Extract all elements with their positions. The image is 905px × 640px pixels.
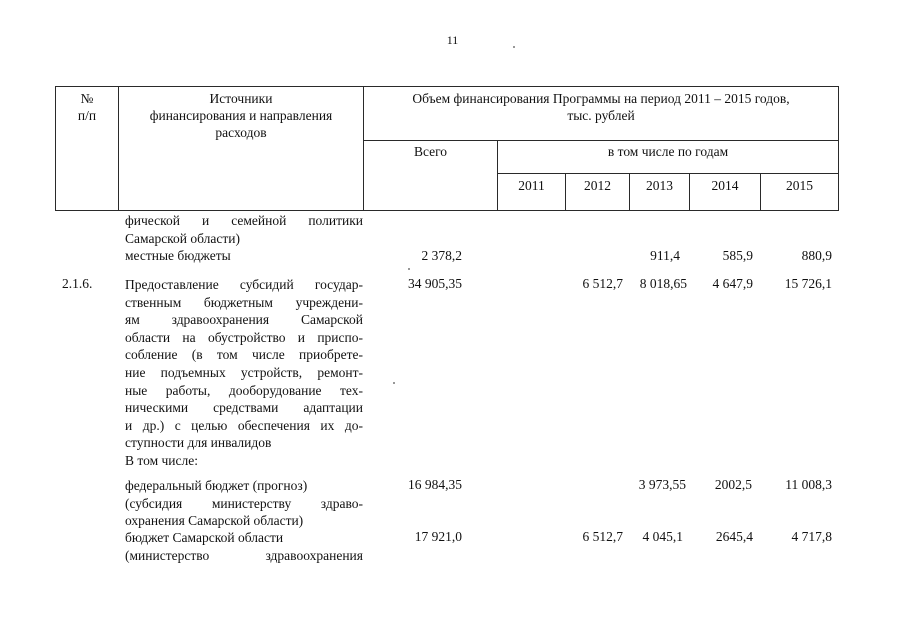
cell-2014: 4 647,9: [712, 276, 753, 291]
header-year-2013: 2013: [646, 178, 673, 193]
cell-2012: 6 512,7: [582, 276, 623, 291]
cell-2015: 11 008,3: [785, 477, 832, 492]
row-number: 2.1.6.: [62, 276, 93, 291]
cell-total: 34 905,35: [408, 276, 462, 291]
cell-total: 16 984,35: [408, 477, 462, 492]
cell-2015: 15 726,1: [784, 276, 832, 291]
header-sources-col: Источники финансирования и направления расходов: [149, 91, 333, 140]
scan-speck: [408, 268, 410, 270]
cell-2013: 8 018,65: [639, 276, 687, 291]
scan-speck: [393, 382, 395, 384]
header-volume-col: Объем финансирования Программы на период 2011 – 2015 годов, тыс. рублей: [412, 91, 790, 123]
row-description: Предоставление субсидий государ- ственным бюджетным учреждени- ям здравоохранения Самарской области на обустройство и приспо- собление (в том числе приобрете- ние подъемных устройств, ремонт- ные работы, дооборудование тех- ническими средствами адаптации и др.) с целью обеспечения их до- ступности для инвалидов В том числе:: [125, 277, 363, 468]
page-number: 11: [446, 33, 459, 47]
cell-2013: 3 973,55: [638, 477, 686, 492]
cell-2014: 585,9: [722, 248, 753, 263]
header-year-2011: 2011: [518, 178, 545, 193]
row-description: фической и семейной политики Самарской области) местные бюджеты: [125, 213, 363, 264]
cell-2015: 880,9: [801, 248, 832, 263]
cell-2014: 2002,5: [714, 477, 752, 492]
cell-2015: 4 717,8: [791, 529, 832, 544]
header-year-2012: 2012: [584, 178, 611, 193]
cell-total: 17 921,0: [414, 529, 462, 544]
header-year-2014: 2014: [711, 178, 739, 193]
header-total-col: Всего: [413, 144, 448, 159]
row-description: бюджет Самарской области (министерство здравоохранения: [125, 530, 363, 563]
cell-2012: 6 512,7: [582, 529, 623, 544]
scan-speck: [513, 46, 515, 48]
header-number-col: № п/п: [77, 91, 97, 123]
cell-2013: 4 045,1: [642, 529, 683, 544]
cell-2014: 2645,4: [715, 529, 753, 544]
header-year-2015: 2015: [786, 178, 813, 193]
cell-total: 2 378,2: [421, 248, 462, 263]
cell-2013: 911,4: [650, 248, 680, 263]
row-description: федеральный бюджет (прогноз) (субсидия министерству здраво- охранения Самарской области): [125, 478, 363, 529]
header-by-years: в том числе по годам: [607, 144, 729, 159]
